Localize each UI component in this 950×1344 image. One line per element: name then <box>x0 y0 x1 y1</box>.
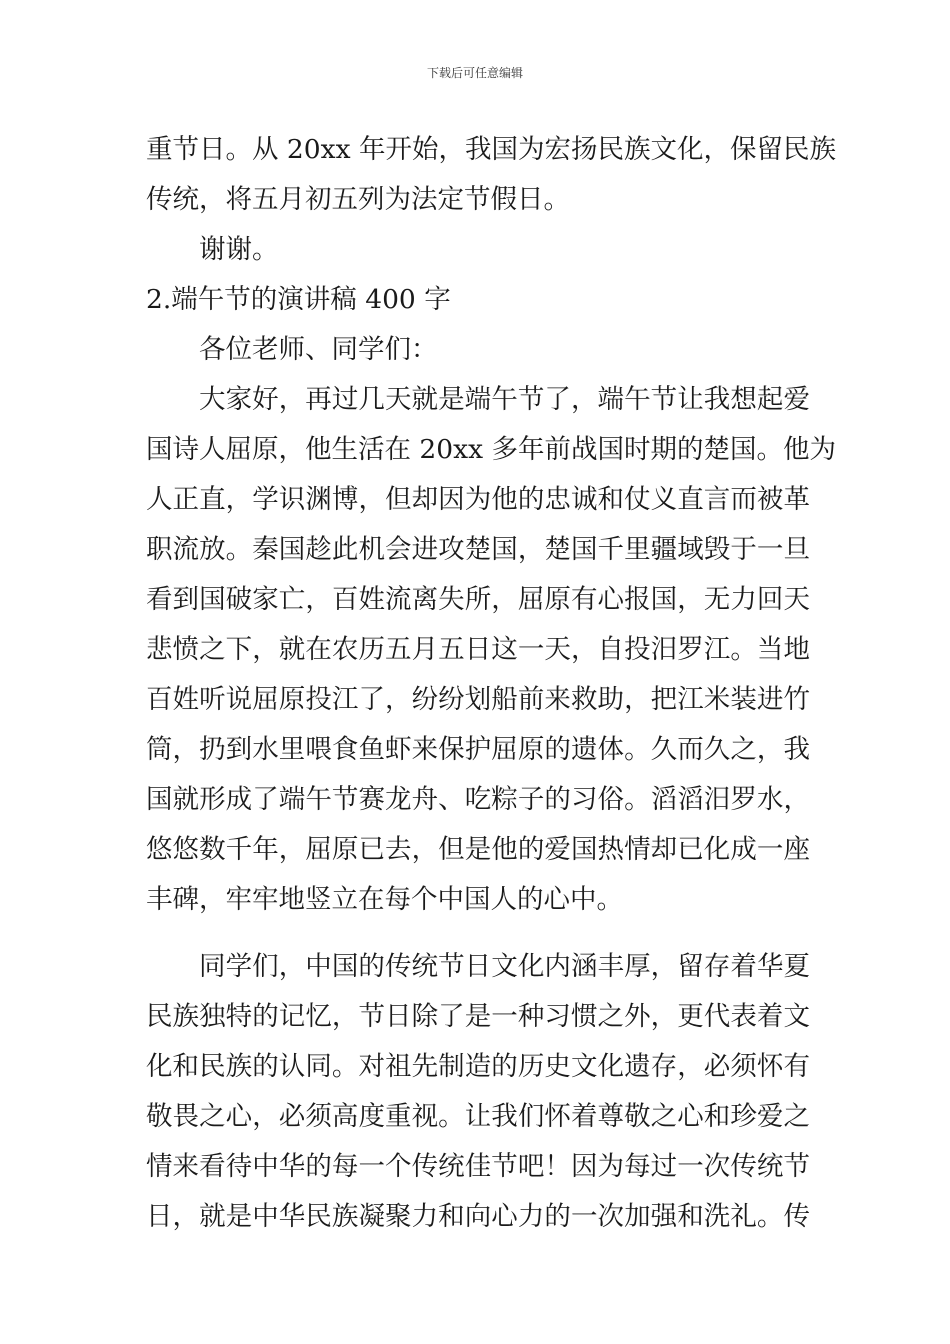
text-line: 筒，扔到水里喂食鱼虾来保护屈原的遗体。久而久之，我 <box>146 734 810 765</box>
text-line: 各位老师、同学们： <box>199 334 438 365</box>
text-line: 悲愤之下，就在农历五月五日这一天，自投汨罗江。当地 <box>146 634 810 665</box>
text-line: 日，就是中华民族凝聚力和向心力的一次加强和洗礼。传 <box>146 1201 810 1232</box>
text-line: 职流放。秦国趁此机会进攻楚国，楚国千里疆域毁于一旦 <box>146 534 810 565</box>
page-header: 下载后可任意编辑 <box>426 66 523 80</box>
text-line: 百姓听说屈原投江了，纷纷划船前来救助，把江米装进竹 <box>146 684 810 715</box>
text-line: 丰碑，牢牢地竖立在每个中国人的心中。 <box>146 884 623 915</box>
text-line: 民族独特的记忆，节日除了是一种习惯之外，更代表着文 <box>146 1001 810 1032</box>
text-line: 谢谢。 <box>199 234 279 265</box>
text-line: 大家好，再过几天就是端午节了，端午节让我想起爱 <box>199 384 810 415</box>
text-line: 化和民族的认同。对祖先制造的历史文化遗存，必须怀有 <box>146 1051 810 1082</box>
text-line: 国诗人屈原，他生活在 20xx 多年前战国时期的楚国。他为 <box>146 434 836 465</box>
text-line: 看到国破家亡，百姓流离失所，屈原有心报国，无力回天 <box>146 584 810 615</box>
text-line: 悠悠数千年，屈原已去，但是他的爱国热情却已化成一座 <box>146 834 810 865</box>
body-text <box>146 0 836 1344</box>
text-line: 同学们，中国的传统节日文化内涵丰厚，留存着华夏 <box>199 951 810 982</box>
section-heading: 2.端午节的演讲稿 400 字 <box>146 284 451 315</box>
text-line: 情来看待中华的每一个传统佳节吧！因为每过一次传统节 <box>146 1151 810 1182</box>
text-line: 国就形成了端午节赛龙舟、吃粽子的习俗。滔滔汨罗水， <box>146 784 810 815</box>
text-line: 重节日。从 20xx 年开始，我国为宏扬民族文化，保留民族 <box>146 134 836 165</box>
text-line: 敬畏之心，必须高度重视。让我们怀着尊敬之心和珍爱之 <box>146 1101 810 1132</box>
text-line: 传统，将五月初五列为法定节假日。 <box>146 184 570 215</box>
text-line: 人正直，学识渊博，但却因为他的忠诚和仗义直言而被革 <box>146 484 810 515</box>
